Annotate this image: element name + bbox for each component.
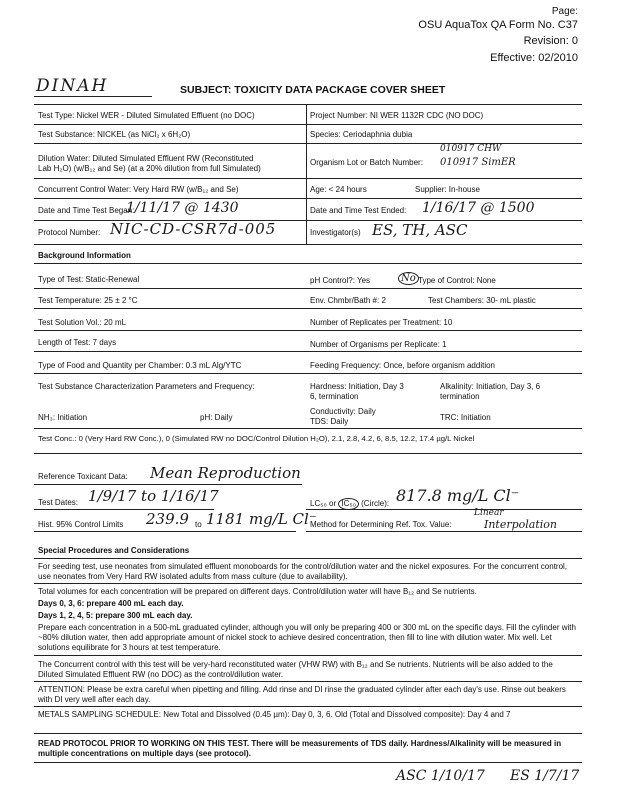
char-params: Test Substance Characterization Parameters and Frequency:	[38, 382, 255, 391]
type-of-control: Type of Control: None	[418, 276, 496, 285]
control-limits-label: Hist. 95% Control Limits	[38, 520, 124, 529]
project-number: Project Number: NI WER 1132R CDC (NO DOC)	[310, 111, 484, 120]
signature-es: ES 1/7/17	[510, 768, 580, 784]
alkalinity-line1: Alkalinity: Initiation, Day 3, 6	[440, 382, 541, 391]
ic-circled: IC₅₀	[338, 498, 359, 510]
investigator-label: Investigator(s)	[310, 228, 361, 237]
special-heading: Special Procedures and Considerations	[38, 546, 190, 555]
ph-control: pH Control?: Yes	[310, 276, 371, 285]
lc-value-hw: 817.8 mg/L Cl⁻	[396, 486, 520, 505]
test-chambers: Test Chambers: 30- mL plastic	[428, 296, 536, 305]
type-of-test: Type of Test: Static-Renewal	[38, 275, 140, 284]
env-chamber: Env. Chmbr/Bath #: 2	[310, 296, 386, 305]
trc: TRC: Initiation	[440, 413, 491, 422]
replicates: Number of Replicates per Treatment: 10	[310, 318, 453, 327]
length-of-test: Length of Test: 7 days	[38, 338, 117, 347]
reference-toxicant-label: Reference Toxicant Data:	[38, 472, 128, 481]
conductivity: Conductivity: Daily	[310, 407, 376, 416]
special-p6: READ PROTOCOL PRIOR TO WORKING ON THIS TEST. There will be measurements of TDS daily. Hardness/Alkalinity will be measured in multiple concentrations on multiple days (see protocol).	[38, 739, 562, 758]
concurrent-control: Concurrent Control Water: Very Hard RW (w/B₁₂ and Se)	[38, 185, 239, 194]
special-p2b: Days 0, 3, 6: prepare 400 mL each day.	[38, 599, 184, 608]
dilution-water-line2: Lab H₂O) (w/B₁₂ and Se) (at a 20% dilution from full Simulated)	[38, 164, 261, 173]
special-p2a: Total volumes for each concentration will be prepared on different days. Control/dilution water will have B₁₂ and Se nutrients.	[38, 587, 477, 596]
test-substance: Test Substance: NICKEL (as NiCl₂ x 6H₂O)	[38, 130, 191, 139]
investigator-hw: ES, TH, ASC	[372, 221, 468, 239]
organism-lot-hw2: 010917 SimER	[440, 157, 516, 168]
ph-frequency: pH: Daily	[200, 413, 233, 422]
dilution-water-line1: Dilution Water: Diluted Simulated Effluent RW (Reconstituted	[38, 154, 254, 163]
special-p1: For seeding test, use neonates from simulated effluent monoboards for the control/dilution water and the nickel exposures. For the concurrent control, use neonates from Very Hard RW isolated adults from mass culture (due to availability).	[38, 562, 568, 581]
effective-date: Effective: 02/2010	[490, 52, 578, 64]
food-type: Type of Food and Quantity per Chamber: 0.3 mL Alg/YTC	[38, 361, 242, 370]
ph-control-no	[398, 272, 419, 285]
organism-lot-label: Organism Lot or Batch Number:	[310, 158, 423, 167]
method-label: Method for Determining Ref. Tox. Value:	[310, 520, 452, 529]
special-p5: METALS SAMPLING SCHEDULE: New Total and Dissolved (0.45 µm): Day 0, 3, 6. Old (Total and Dissolved composite): Day 4 and 7	[38, 710, 511, 719]
date-ended-label: Date and Time Test Ended:	[310, 206, 407, 215]
test-dates-label: Test Dates:	[38, 498, 79, 507]
page-title: SUBJECT: TOXICITY DATA PACKAGE COVER SHEET	[180, 84, 446, 96]
method-hw2: Interpolation	[484, 518, 558, 531]
test-dates-hw: 1/9/17 to 1/16/17	[88, 487, 219, 505]
tds: TDS: Daily	[310, 417, 349, 426]
control-limits-to: to	[195, 520, 202, 529]
test-solution-volume: Test Solution Vol.: 20 mL	[38, 318, 127, 327]
special-p2c: Days 1, 2, 4, 5: prepare 300 mL each day.	[38, 611, 193, 620]
page-label: Page:	[551, 6, 578, 17]
background-heading: Background Information	[38, 251, 131, 260]
control-limits-low-hw: 239.9	[146, 510, 189, 528]
organisms-per-replicate: Number of Organisms per Replicate: 1	[310, 340, 447, 349]
special-p2d: Prepare each concentration in a 500-mL graduated cylinder, although you will only be preparing 400 or 300 mL on the specific days. Fill the cylinder with ~80% dilution water, then add appropriate amount of nickel stock to achieve desired concentration, then fill to line with dilution water. Mix well. Let solutions equilibrate for 3 hours at test temperature.	[38, 623, 576, 652]
special-p3: The Concurrent control with this test will be very-hard reconstituted water (VHW RW) with B₁₂ and Se nutrients. Nutrients will be also added to the Diluted Simulated Effluent RW (no DOC) as the control/dilution water.	[38, 660, 553, 679]
special-p4: ATTENTION: Please be extra careful when pipetting and filling. Add rinse and DI rinse the graduated cylinder after each day's use. Rinse out beakers with DI very well after each day.	[38, 685, 566, 704]
feeding-frequency: Feeding Frequency: Once, before organism addition	[310, 361, 495, 370]
supplier: Supplier: In-house	[415, 185, 480, 194]
age: Age: < 24 hours	[310, 185, 367, 194]
test-concentrations: Test Conc.: 0 (Very Hard RW Conc.), 0 (Simulated RW no DOC/Control Dilution H₂O), 2.1, 2.8, 4.2, 6, 8.5, 12.2, 17.4 µg/L Nickel	[38, 434, 475, 443]
nh3: NH₃: Initiation	[38, 413, 88, 422]
date-began-label: Date and Time Test Began:	[38, 206, 135, 215]
reference-toxicant-hw: Mean Reproduction	[150, 464, 301, 482]
revision: Revision: 0	[523, 35, 578, 47]
method-hw1: Linear	[474, 508, 504, 518]
lc-label-part1: LC₅₀ or	[310, 499, 337, 508]
date-began-hw: 1/11/17 @ 1430	[126, 200, 239, 216]
species: Species: Ceriodaphnia dubia	[310, 130, 413, 139]
ph-control-no-circled: No	[398, 272, 419, 285]
organism-lot-hw1: 010917 CHW	[440, 144, 502, 154]
form-number: OSU AquaTox QA Form No. C37	[418, 19, 578, 31]
protocol-label: Protocol Number:	[38, 228, 101, 237]
signature-asc: ASC 1/10/17	[396, 768, 485, 784]
hardness-line1: Hardness: Initiation, Day 3	[310, 382, 404, 391]
test-type: Test Type: Nickel WER - Diluted Simulated Effluent (no DOC)	[38, 111, 255, 120]
test-temperature: Test Temperature: 25 ± 2 °C	[38, 296, 138, 305]
control-limits-high-hw: 1181 mg/L Cl⁻	[206, 510, 317, 528]
protocol-hw: NIC-CD-CSR7d-005	[110, 220, 277, 238]
hardness-line2: 6, termination	[310, 392, 359, 401]
alkalinity-line2: termination	[440, 392, 480, 401]
lc-label-part2: (Circle):	[361, 499, 390, 508]
handwritten-name: DINAH	[36, 76, 109, 96]
date-ended-hw: 1/16/17 @ 1500	[422, 200, 535, 216]
